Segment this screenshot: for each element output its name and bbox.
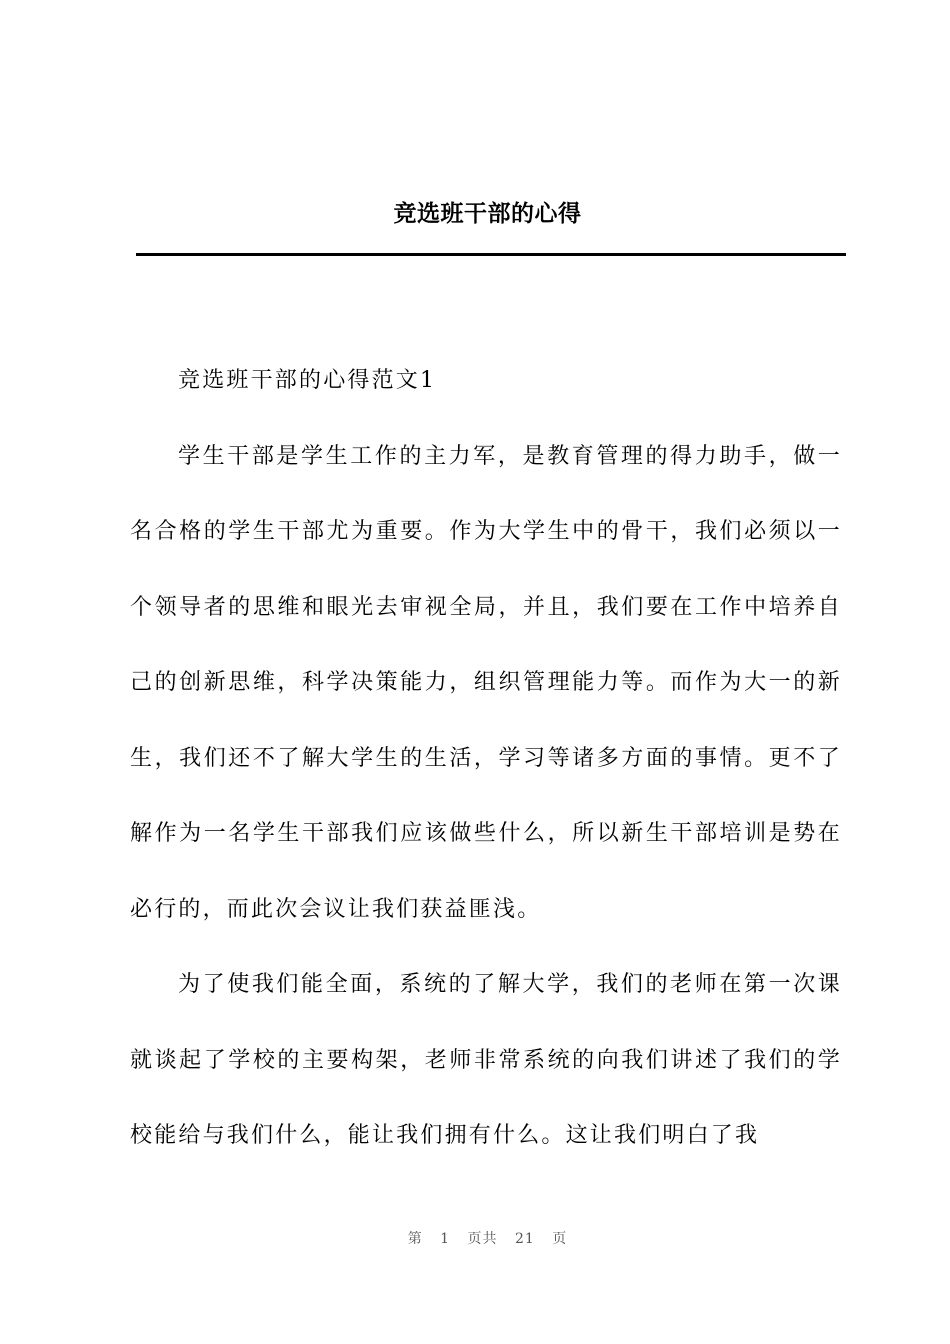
- paragraph-heading: 竞选班干部的心得范文1: [178, 368, 437, 393]
- paragraph: 为了使我们能全面，系统的了解大学，我们的老师在第一次课就谈起了学校的主要构架，老师非常系统的向我们讲述了我们的学校能给与我们什么，能让我们拥有什么。这让我们明白了我: [130, 972, 842, 1148]
- paragraph: 学生干部是学生工作的主力军，是教育管理的得力助手，做一名合格的学生干部尤为重要。作为大学生中的骨干，我们必须以一个领导者的思维和眼光去审视全局，并且，我们要在工作中培养自己的创新思维，科学决策能力，组织管理能力等。而作为大一的新生，我们还不了解大学生的生活，学习等诸多方面的事情。更不了解作为一名学生干部我们应该做些什么，所以新生干部培训是势在必行的，而此次会议让我们获益匪浅。: [130, 443, 842, 922]
- footer-prefix: 第: [407, 1231, 423, 1247]
- document-title: 竞选班干部的心得: [393, 200, 582, 227]
- document-body: [130, 343, 842, 1174]
- footer-suffix: 页: [552, 1231, 568, 1247]
- footer-total-pages: 21: [515, 1231, 535, 1247]
- footer-middle: 页共: [467, 1231, 498, 1247]
- footer-page-number: 1: [440, 1231, 451, 1247]
- title-divider: [136, 253, 846, 256]
- page-footer: [0, 1228, 950, 1250]
